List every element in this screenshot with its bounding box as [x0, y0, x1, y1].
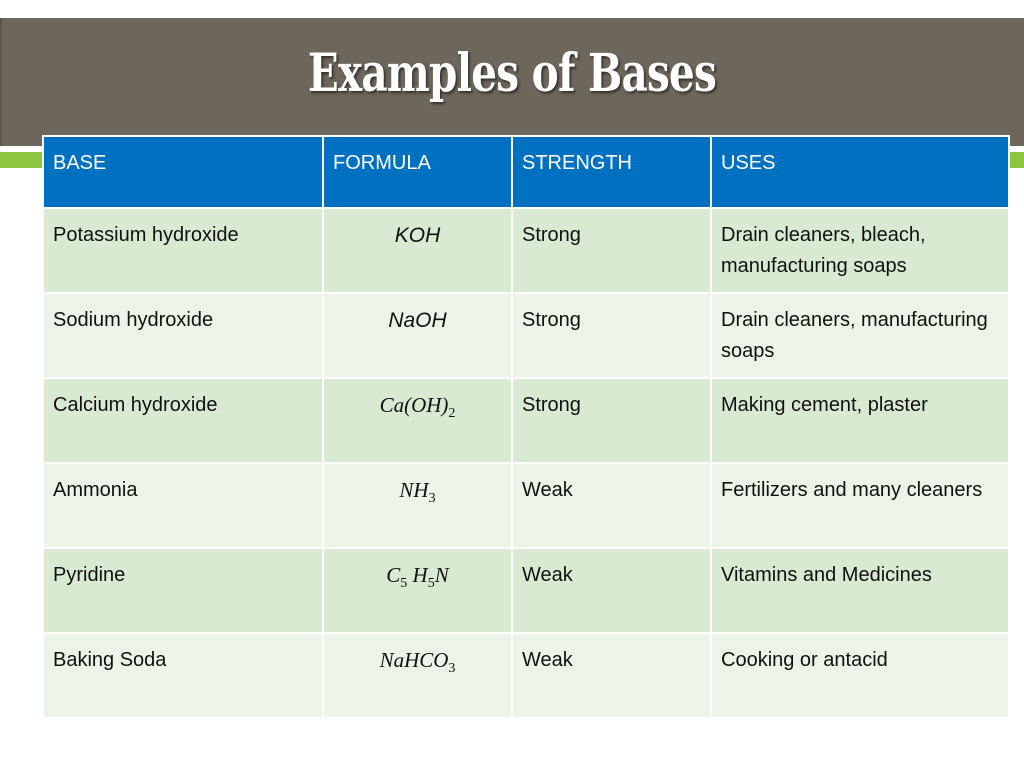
cell-uses: Cooking or antacid: [711, 633, 1009, 718]
accent-bar-right: [1008, 152, 1024, 168]
title-band-edge: [0, 18, 2, 146]
formula-text: C: [386, 563, 401, 587]
formula-subscript: 5: [400, 576, 408, 592]
cell-formula: NaOH: [323, 293, 512, 378]
cell-base: Ammonia: [43, 463, 323, 548]
cell-base: Pyridine: [43, 548, 323, 633]
cell-strength: Weak: [512, 463, 711, 548]
cell-uses: Vitamins and Medicines: [711, 548, 1009, 633]
cell-formula: [323, 378, 512, 463]
formula-text: Ca(OH): [379, 393, 449, 417]
cell-strength: Strong: [512, 293, 711, 378]
header-strength: STRENGTH: [512, 136, 711, 208]
formula-subscript: 2: [448, 406, 456, 422]
cell-uses: Making cement, plaster: [711, 378, 1009, 463]
table-row: [43, 208, 1009, 293]
cell-base: Calcium hydroxide: [43, 378, 323, 463]
cell-uses: Fertilizers and many cleaners: [711, 463, 1009, 548]
formula-subscript: 5: [427, 576, 435, 592]
formula-subscript: 3: [428, 491, 436, 507]
cell-uses: Drain cleaners, manufacturing soaps: [711, 293, 1009, 378]
formula-text: H: [407, 563, 428, 587]
cell-strength: Weak: [512, 633, 711, 718]
table-row: [43, 378, 1009, 463]
header-base: BASE: [43, 136, 323, 208]
table-row: [43, 633, 1009, 718]
table-body: [43, 208, 1009, 718]
accent-bar-left: [0, 152, 42, 168]
cell-formula: [323, 548, 512, 633]
bases-table: [42, 135, 1010, 719]
cell-base: Baking Soda: [43, 633, 323, 718]
table-row: [43, 548, 1009, 633]
cell-formula: [323, 633, 512, 718]
header-formula: FORMULA: [323, 136, 512, 208]
table-row: [43, 463, 1009, 548]
cell-strength: Strong: [512, 208, 711, 293]
cell-base: Sodium hydroxide: [43, 293, 323, 378]
formula-text: N: [434, 563, 449, 587]
cell-strength: Weak: [512, 548, 711, 633]
cell-formula: KOH: [323, 208, 512, 293]
cell-formula: [323, 463, 512, 548]
table-header-row: [43, 136, 1009, 208]
cell-uses: Drain cleaners, bleach, manufacturing soaps: [711, 208, 1009, 293]
slide-title: Examples of Bases: [307, 42, 717, 104]
formula-text: NH: [399, 478, 429, 502]
formula-subscript: 3: [448, 661, 456, 677]
table-row: [43, 293, 1009, 378]
header-uses: USES: [711, 136, 1009, 208]
bases-table-container: [42, 135, 1008, 719]
cell-strength: Strong: [512, 378, 711, 463]
cell-base: Potassium hydroxide: [43, 208, 323, 293]
formula-text: NaHCO: [379, 648, 449, 672]
